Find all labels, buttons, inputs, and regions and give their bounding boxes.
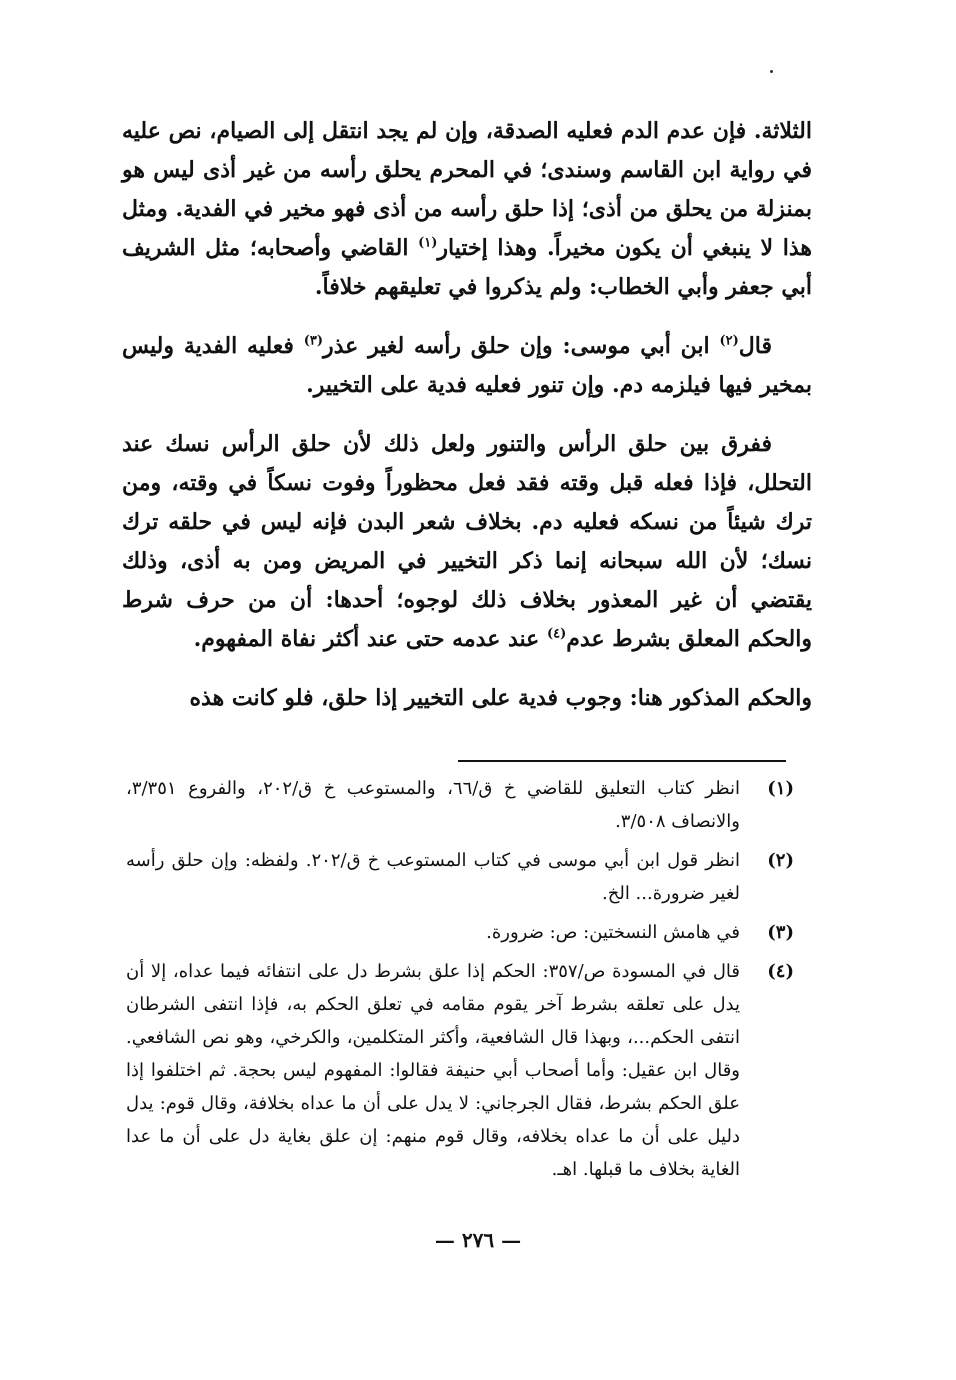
paragraph-2-text-end: فعليه الفدية وليس بمخير فيها فيلزمه دم. وإن تنور فعليه فدية على التخيير. <box>122 333 812 398</box>
paragraph-2 <box>122 327 812 405</box>
paragraph-4-text: والحكم المذكور هنا: وجوب فدية على التخيير إذا حلق، فلو كانت هذه <box>189 685 812 711</box>
paragraph-3-text-end: عند عدمه حتى عند أكثر نفاة المفهوم. <box>193 626 540 652</box>
paragraph-3 <box>122 425 812 659</box>
footnote-number: (١) <box>767 778 794 799</box>
footnote-number: (٤) <box>767 961 794 982</box>
paragraph-1 <box>122 112 812 307</box>
footnote-number: (٣) <box>767 922 794 943</box>
paragraph-1-text: الثلاثة. فإن عدم الدم فعليه الصدقة، وإن لم يجد انتقل إلى الصيام، نص عليه في رواية ابن القاسم وسندى؛ في المحرم يحلق رأسه من غير أذى ليس هو بمنزلة من يحلق من أذى؛ إذا حلق رأسه من أذى فهو مخير في الفدية. ومثل هذا لا ينبغي أن يكون مخيراً. وهذا إختيار <box>122 118 813 261</box>
footnote-1 <box>126 772 794 838</box>
footnote-separator <box>458 760 786 762</box>
footnote-text: في هامش النسختين: ص: ضرورة. <box>486 922 740 943</box>
footnote-ref-3[interactable]: (٣) <box>303 333 323 349</box>
footnote-3 <box>126 916 794 949</box>
footnote-text: قال في المسودة ص/٣٥٧: الحكم إذا علق بشرط دل على انتفائه فيما عداه، إلا أن يدل على تعلقه بشرط آخر يقوم مقامه في تعلق الحكم به، فإذا انتفى الشرطان انتفى الحكم...، وبهذا قال الشافعية، وأكثر المتكلمين، والكرخي، وهو نص الشافعي. وقال ابن عقيل: وأما أصحاب أبي حنيفة فقالوا: المفهوم ليس بحجة. ثم اختلفوا إذا علق الحكم بشرط، فقال الجرجاني: لا يدل على أن ما عداه بخلافة، وقال قوم: يدل دليل على أن ما عداه بخلافه، وقال قوم منهم: إن علق بغاية دل على أن ما عدا الغاية بخلاف ما قبلها. اهـ. <box>126 961 740 1180</box>
footnote-text: انظر قول ابن أبي موسى في كتاب المستوعب خ ق/٢٠٢. ولفظه: وإن حلق رأسه لغير ضرورة... الخ. <box>126 850 741 904</box>
footnote-number: (٢) <box>767 850 794 871</box>
paragraph-2-text: ابن أبي موسى: وإن حلق رأسه لغير عذر <box>322 333 710 359</box>
page-number: — ٢٧٦ — <box>434 1228 522 1252</box>
footnote-ref-2[interactable]: (٢) <box>719 333 739 349</box>
footnote-ref-1[interactable]: (١) <box>418 235 438 251</box>
footnote-ref-4[interactable]: (٤) <box>546 626 567 642</box>
footnote-2 <box>126 844 794 910</box>
paragraph-2-start: قال <box>738 333 772 359</box>
paragraph-1-text-end: القاضي وأصحابه؛ مثل الشريف أبي جعفر وأبي الخطاب: ولم يذكروا في تعليقهم خلافاً. <box>122 235 812 300</box>
scan-speck <box>770 70 773 73</box>
footnote-4 <box>126 955 794 1186</box>
main-text <box>122 112 812 738</box>
footnotes <box>126 772 794 1192</box>
paragraph-4 <box>122 679 812 718</box>
paragraph-3-text: ففرق بين حلق الرأس والتنور ولعل ذلك لأن حلق الرأس نسك عند التحلل، فإذا فعله قبل وقته فقد فعل محظوراً وفوت نسكاً في وقته، ومن ترك شيئاً من نسكه فعليه دم. بخلاف شعر البدن فإنه ليس في حلقه ترك نسك؛ لأن الله سبحانه إنما ذكر التخيير في المريض ومن به أذى، وذلك يقتضي أن غير المعذور بخلاف ذلك لوجوه؛ أحدها: أن من حرف شرط والحكم المعلق بشرط عدم <box>122 431 812 652</box>
footnote-text: انظر كتاب التعليق للقاضي خ ق/٦٦، والمستوعب خ ق/٢٠٢، والفروع ٣/٣٥١، والانصاف ٣/٥٠٨. <box>126 778 740 832</box>
